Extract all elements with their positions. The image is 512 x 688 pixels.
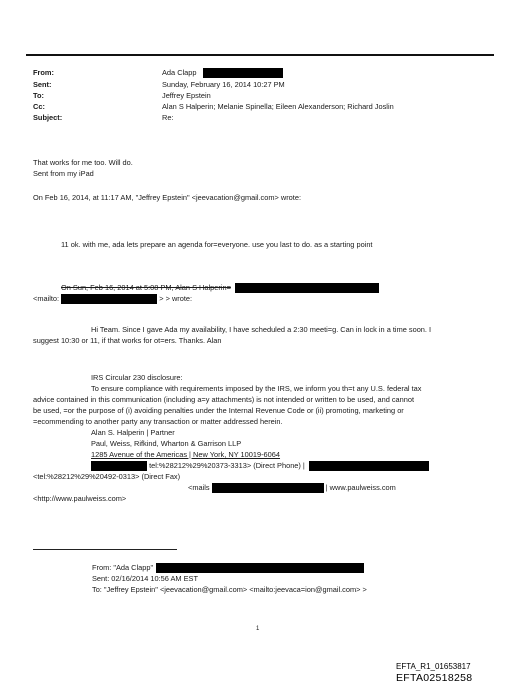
redaction-box <box>61 294 157 304</box>
quote-intro: On Feb 16, 2014, at 11:17 AM, "Jeffrey Epstein" <jeevacation@gmail.com> wrote: <box>33 193 302 202</box>
forward-from <box>92 563 364 573</box>
forward-sent: Sent: 02/16/2014 10:56 AM EST <box>92 574 199 583</box>
forward-to: To: "Jeffrey Epstein" <jeevacation@gmail.com> <mailto:jeevaca=ion@gmail.com> > <box>92 585 367 594</box>
sent-value: Sunday, February 16, 2014 10:27 PM <box>162 80 285 89</box>
signature-address: 1285 Avenue of the Americas | New York, NY 10019-6064 <box>91 450 281 459</box>
alan-intro-text: On Sun, Feb 16, 2014 at 5:08 PM, Alan S Halperin= <box>61 283 231 292</box>
forward-from-text: From: "Ada Clapp" <box>92 563 154 572</box>
signature-email <box>188 483 396 493</box>
sent-label: Sent: <box>33 80 52 89</box>
irs-line-2: advice contained in this communication (including a=y attachments) is not intended or written to be used, and cannot <box>33 395 415 404</box>
irs-line-4: =ecommending to another party any transaction or matter addressed herein. <box>33 417 283 426</box>
alan-message-line-2: suggest 10:30 or 11, if that works for ot=ers. Thanks. Alan <box>33 336 222 345</box>
redaction-box <box>91 461 147 471</box>
website-text: | www.paulweiss.com <box>325 483 396 492</box>
signature-url: <http://www.paulweiss.com> <box>33 494 127 503</box>
wrote-suffix: > > wrote: <box>159 294 193 303</box>
from-value <box>162 68 283 78</box>
redaction-box <box>235 283 379 293</box>
irs-heading: IRS Circular 230 disclosure: <box>91 373 183 382</box>
separator-line <box>33 549 177 550</box>
signature-name: Alan S. Halperin | Partner <box>91 428 175 437</box>
signature-phone <box>91 461 429 471</box>
subject-value: Re: <box>162 113 174 122</box>
alan-intro-line-1 <box>61 283 379 293</box>
from-label: From: <box>33 68 54 77</box>
subject-label: Subject: <box>33 113 63 122</box>
from-name: Ada Clapp <box>162 68 197 77</box>
header-rule <box>26 54 494 56</box>
cc-value: Alan S Halperin; Melanie Spinella; Eileen Alexanderson; Richard Joslin <box>162 102 394 111</box>
page-number: 1 <box>256 626 260 632</box>
redaction-box <box>309 461 429 471</box>
irs-line-3: be used, =or the purpose of (i) avoiding penalties under the Internal Revenue Code or (ii) promoting, marketing or <box>33 406 404 415</box>
reply-line-2: Sent from my iPad <box>33 169 94 178</box>
alan-intro-line-2 <box>33 294 192 304</box>
signature-firm: Paul, Weiss, Rifkind, Wharton & Garrison LLP <box>91 439 242 448</box>
efta-id-large: EFTA02518258 <box>396 672 473 684</box>
efta-id-small: EFTA_R1_01653817 <box>396 662 471 671</box>
redaction-box <box>212 483 324 493</box>
irs-line-1: To ensure compliance with requirements imposed by the IRS, we inform you th=t any U.S. federal tax <box>91 384 422 393</box>
mailto-prefix: <mailto: <box>33 294 60 303</box>
phone-text: tel:%28212%29%20373-3313> (Direct Phone) | <box>149 461 305 470</box>
redaction-box <box>203 68 283 78</box>
signature-fax: <tel:%28212%29%20492-0313> (Direct Fax) <box>33 472 181 481</box>
cc-label: Cc: <box>33 102 45 111</box>
to-value: Jeffrey Epstein <box>162 91 211 100</box>
reply-line-1: That works for me too. Will do. <box>33 158 133 167</box>
jeffrey-message: 11 ok. with me, ada lets prepare an agenda for=everyone. use you last to do. as a starting point <box>61 240 373 249</box>
to-label: To: <box>33 91 44 100</box>
alan-message-line-1: Hi Team. Since I gave Ada my availability, I have scheduled a 2:30 meeti=g. Can in lock in a time soon. I <box>91 325 432 334</box>
mails-text: <mails <box>188 483 210 492</box>
redaction-box <box>156 563 364 573</box>
